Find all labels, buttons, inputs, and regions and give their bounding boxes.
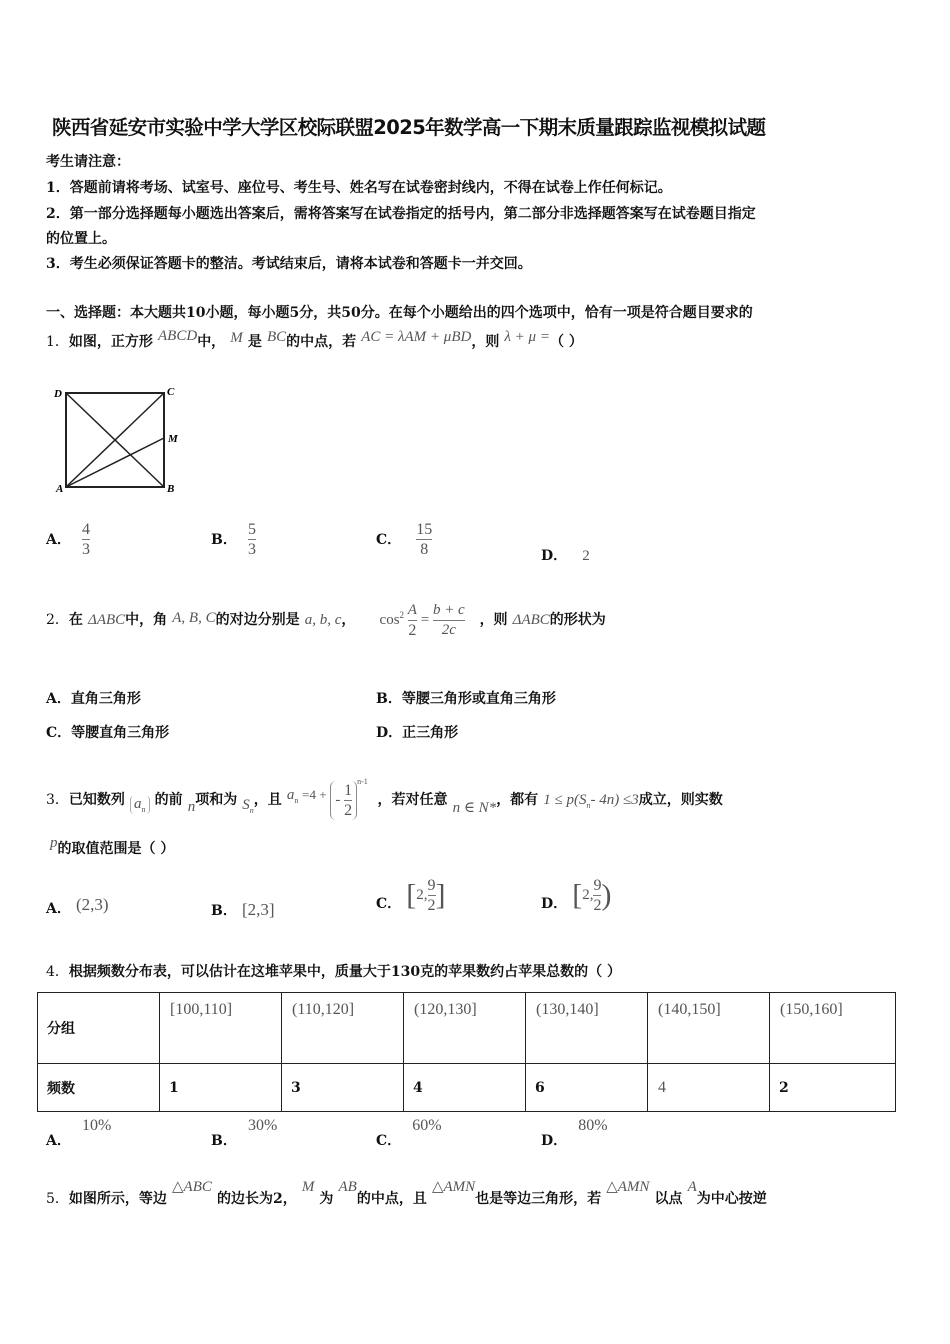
sn-s: S	[242, 796, 250, 813]
q1-text: 如图，正方形	[68, 334, 153, 350]
option-text: (2,3)	[75, 895, 109, 914]
freq-value: 4	[413, 1079, 423, 1096]
q2-text: 的对边分别是	[215, 611, 300, 628]
q1-number: 1．	[46, 334, 69, 350]
q2-math: ΔABC	[512, 611, 550, 628]
q4-option-c[interactable]	[376, 1115, 442, 1149]
q5-math: △AMN	[606, 1179, 650, 1195]
ineq-sub: n	[586, 800, 591, 810]
q4-number: 4．	[46, 964, 69, 980]
eq-right-fraction	[433, 601, 465, 640]
seq-a: a	[134, 795, 142, 812]
q1-text: （ ）	[549, 334, 583, 350]
an-sub: n	[294, 795, 299, 805]
q3-option-a[interactable]	[46, 895, 109, 918]
q3-text: ，且	[253, 791, 282, 808]
cos-exponent: 2	[399, 609, 405, 620]
label-a: A	[56, 483, 64, 495]
option-label: D．	[541, 896, 568, 912]
q3-text: ，都有	[496, 791, 539, 808]
option-label: C．	[376, 532, 402, 548]
row-label: 频数	[47, 1080, 75, 1097]
q3-number: 3．	[46, 791, 69, 808]
q3-inequality	[543, 792, 638, 808]
denominator: 8	[420, 541, 429, 558]
interval-start: 2,	[416, 887, 428, 903]
table-cell	[404, 1064, 526, 1112]
option-fraction	[82, 520, 90, 559]
numerator: 4	[81, 521, 90, 538]
q2-math: a, b, c	[304, 611, 342, 628]
page-title: 陕西省延安市实验中学大学区校际联盟2025年数学高一下期末质量跟踪监视模拟试题	[52, 116, 766, 139]
numerator: 9	[593, 877, 602, 894]
q1-text: 的中点，若	[286, 334, 357, 350]
denominator: 2	[344, 802, 353, 819]
numerator: A	[407, 602, 417, 618]
q3-an-formula	[286, 776, 372, 819]
half-fraction	[344, 781, 352, 820]
q2-text: 中，角	[125, 611, 168, 628]
q3-text: 的前	[154, 791, 183, 808]
numerator: 5	[247, 521, 256, 538]
exponent: n-1	[357, 776, 368, 786]
label-d: D	[54, 388, 62, 400]
option-label: D．	[376, 725, 403, 741]
option-text: 等腰直角三角形	[71, 725, 170, 741]
q3-text: ，若对任意	[377, 791, 448, 808]
paren-group	[330, 781, 357, 820]
table-cell	[282, 993, 404, 1064]
option-label: A．	[46, 532, 71, 548]
label-m: M	[168, 433, 178, 445]
option-value: 2	[582, 548, 590, 564]
square-figure	[50, 380, 190, 500]
question-1	[46, 328, 583, 351]
option-label: B．	[211, 1133, 237, 1149]
table-cell	[526, 993, 648, 1064]
table-cell	[160, 1064, 282, 1112]
option-label: C．	[376, 896, 402, 912]
segment-am	[66, 438, 164, 487]
q5-math: △AMN	[431, 1179, 476, 1195]
option-fraction	[416, 520, 432, 559]
option-text: 30%	[247, 1117, 278, 1134]
table-cell	[648, 993, 770, 1064]
q4-text: 克的苹果数约占苹果总数的（ ）	[420, 964, 622, 980]
question-3-cont	[50, 835, 175, 858]
frequency-table	[37, 992, 896, 1112]
q4-option-a[interactable]	[46, 1115, 112, 1149]
freq-value: 1	[169, 1079, 179, 1096]
q4-number-bold: 130	[390, 964, 421, 980]
option-label: B．	[211, 532, 237, 548]
range-value: (150,160]	[780, 1001, 843, 1018]
q1-math: BC	[266, 329, 287, 345]
q2-option-d[interactable]	[376, 722, 458, 742]
freq-value: 3	[291, 1079, 301, 1096]
table-cell	[160, 993, 282, 1064]
range-value: (120,130]	[414, 1001, 477, 1018]
sn-sub: n	[249, 805, 254, 815]
q3-text: 的取值范围是（ ）	[57, 841, 175, 857]
numerator: 9	[427, 877, 436, 894]
option-text: 60%	[412, 1117, 442, 1134]
equals-sign: =	[420, 611, 430, 628]
table-cell	[770, 1064, 896, 1112]
option-label: A．	[46, 691, 71, 707]
table-cell	[282, 1064, 404, 1112]
q5-text: 的边长为2，	[216, 1191, 297, 1207]
q2-text: 的形状为	[549, 611, 606, 628]
option-label: A．	[46, 901, 71, 917]
q5-text: 的中点，且	[356, 1191, 427, 1207]
q4-option-b[interactable]	[211, 1115, 278, 1149]
q1-option-b[interactable]	[211, 520, 256, 559]
numerator: 15	[416, 521, 433, 538]
denominator: 2c	[441, 622, 456, 638]
q1-math: λ + μ =	[504, 329, 550, 345]
option-text: 等腰三角形或直角三角形	[401, 691, 556, 707]
q1-option-c[interactable]	[376, 520, 432, 559]
q5-math: △ABC	[172, 1179, 212, 1195]
q5-text: 以点	[654, 1191, 683, 1207]
option-label: B．	[211, 903, 237, 919]
denominator: 3	[81, 541, 90, 558]
q2-option-a[interactable]	[46, 688, 141, 708]
cos-text: cos	[379, 611, 400, 628]
q5-number: 5．	[46, 1191, 69, 1207]
bracket-left: [	[406, 878, 417, 912]
q5-math: A	[687, 1179, 697, 1195]
option-label: A．	[46, 1133, 71, 1149]
q1-option-d[interactable]	[541, 545, 590, 565]
notice-item-1: 1．答题前请将考场、试室号、座位号、考生号、姓名写在试卷密封线内，不得在试卷上作任何标记。	[46, 180, 672, 196]
q2-option-b[interactable]	[376, 688, 556, 708]
question-2	[46, 601, 606, 640]
label-b: B	[167, 483, 175, 495]
an-a: a	[286, 786, 295, 803]
denominator: 2	[427, 897, 436, 914]
numerator: 1	[344, 782, 353, 799]
table-cell	[648, 1064, 770, 1112]
bracket-left: [	[572, 878, 583, 912]
section-heading: 一、选择题：本大题共10小题，每小题5分，共50分。在每个小题给出的四个选项中，恰有一项是符合题目要求的	[46, 305, 753, 321]
table-row	[38, 1064, 896, 1112]
ineq-part: 1 ≤ p(S	[543, 791, 587, 808]
q3-math: n ∈ N*	[452, 799, 497, 816]
minus-sign: -	[335, 791, 341, 808]
q3-text: 成立，则实数	[638, 791, 723, 808]
q5-math: M	[301, 1179, 315, 1195]
an-equals: =4 +	[302, 786, 327, 802]
row-label: 分组	[47, 1021, 75, 1037]
q5-text: 如图所示，等边	[68, 1191, 167, 1207]
q5-text: 为中心按逆	[696, 1191, 767, 1207]
notice-item-2-cont: 的位置上。	[46, 231, 116, 247]
denominator: 2	[408, 622, 417, 639]
q2-text: ，则	[479, 611, 508, 628]
bracket-right: ]	[435, 878, 446, 912]
freq-value: 4	[658, 1078, 666, 1096]
q3-math	[242, 797, 254, 813]
q2-text: ，	[341, 611, 356, 628]
q3-sequence	[130, 796, 150, 814]
option-label: B．	[376, 691, 402, 707]
q2-equation	[379, 602, 469, 639]
q2-option-c[interactable]	[46, 722, 169, 742]
q3-text: 已知数列	[68, 791, 125, 808]
option-label: D．	[541, 1133, 568, 1149]
notice-heading: 考生请注意：	[46, 154, 130, 170]
ineq-part: - 4n) ≤3	[590, 791, 639, 808]
table-cell	[770, 993, 896, 1064]
option-text: 直角三角形	[70, 691, 141, 707]
option-label: D．	[541, 548, 568, 564]
q2-math: A, B, C	[172, 609, 216, 626]
question-5	[46, 1179, 767, 1208]
range-value: (140,150]	[658, 1001, 721, 1018]
notice-item-3: 3．考生必须保证答题卡的整洁。考试结束后，请将本试卷和答题卡一并交回。	[46, 256, 532, 272]
seq-sub: n	[141, 804, 146, 814]
q3-text: 项和为	[195, 791, 238, 808]
interval-end-fraction	[428, 876, 436, 915]
q2-math: ΔABC	[88, 611, 126, 628]
q1-math: M	[230, 330, 243, 346]
table-cell	[526, 1064, 648, 1112]
option-text: [2,3]	[241, 900, 275, 919]
freq-value: 2	[779, 1079, 789, 1096]
q3-math: n	[187, 798, 196, 815]
q3-option-c[interactable]	[376, 876, 446, 915]
bracket-right: )	[601, 878, 612, 912]
option-label: C．	[376, 1133, 402, 1149]
q1-vector-equation: AC = λAM + μBD	[361, 329, 472, 345]
option-text: 80%	[578, 1117, 608, 1134]
q1-text: 中，	[197, 334, 226, 350]
range-value: (130,140]	[536, 1001, 599, 1018]
label-c: C	[167, 386, 175, 398]
q3-option-d[interactable]	[541, 876, 611, 915]
q2-number: 2．	[46, 611, 69, 628]
option-text: 10%	[81, 1117, 112, 1134]
question-3	[46, 776, 723, 820]
range-value: (110,120]	[292, 1001, 355, 1018]
q5-math: AB	[338, 1179, 357, 1195]
q3-math: p	[50, 835, 58, 851]
notice-item-2: 2．第一部分选择题每小题选出答案后，需将答案写在试卷指定的括号内，第二部分非选择题答案写在试卷题目指定	[46, 206, 756, 222]
numerator: b + c	[432, 602, 465, 618]
denominator: 2	[593, 897, 602, 914]
q2-text: 在	[68, 611, 83, 628]
table-cell	[38, 1064, 160, 1112]
q1-option-a[interactable]	[46, 520, 90, 559]
range-value: [100,110]	[170, 1001, 233, 1018]
table-cell	[38, 993, 160, 1064]
interval-start: 2,	[582, 887, 594, 903]
option-text: 正三角形	[402, 725, 459, 741]
q5-text: 为	[319, 1191, 334, 1207]
q3-option-b[interactable]	[211, 900, 275, 920]
q1-text: 是	[247, 334, 262, 350]
table-cell	[404, 993, 526, 1064]
question-4	[46, 961, 621, 981]
q4-option-d[interactable]	[541, 1115, 608, 1149]
option-fraction	[248, 520, 256, 559]
q5-text: 也是等边三角形，若	[475, 1191, 602, 1207]
eq-left-fraction	[408, 601, 417, 640]
table-row	[38, 993, 896, 1064]
option-label: C．	[46, 725, 72, 741]
q4-text: 根据频数分布表，可以估计在这堆苹果中，质量大于	[68, 964, 391, 980]
denominator: 3	[247, 541, 256, 558]
q1-text: ，则	[471, 334, 500, 350]
freq-value: 6	[535, 1079, 545, 1096]
q1-math: ABCD	[158, 328, 198, 344]
